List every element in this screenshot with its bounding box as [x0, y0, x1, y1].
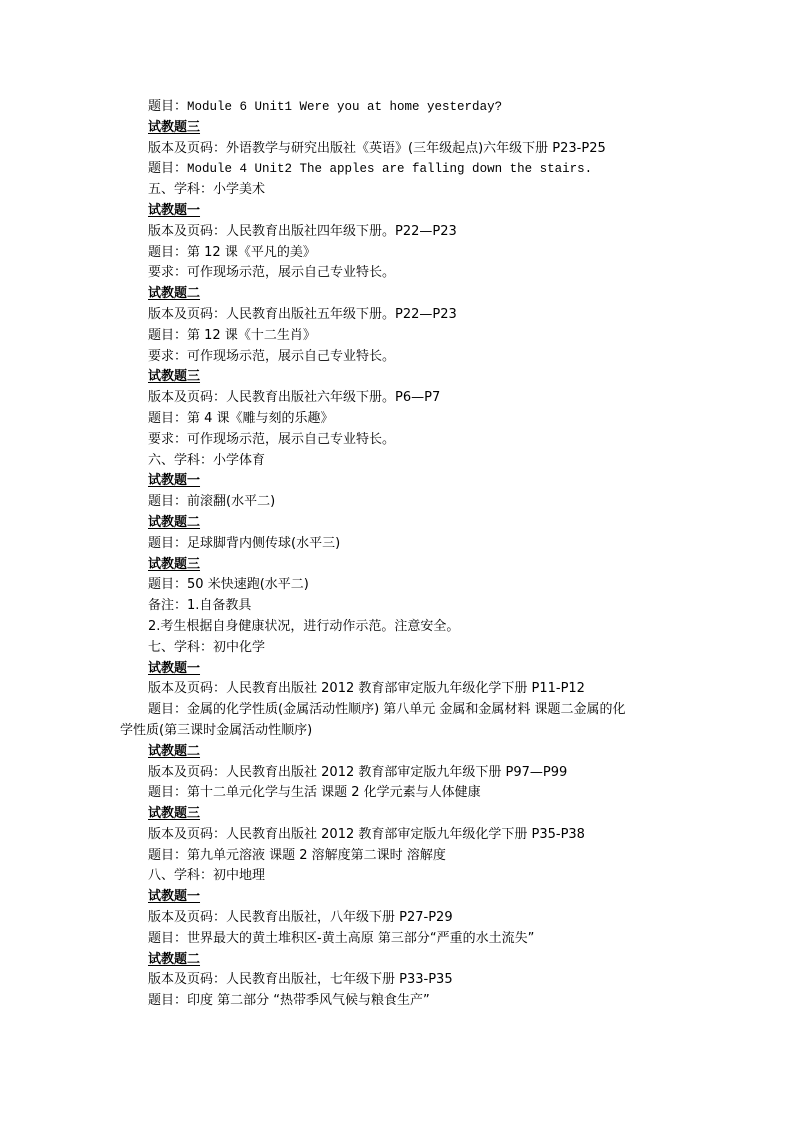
field-line: [0, 243, 794, 264]
question-heading-text: 试教题二: [148, 743, 201, 759]
field-value: 人民教育出版社 2012 教育部审定版九年级下册 P97—P99: [226, 764, 568, 780]
field-line: [0, 825, 794, 846]
line-text: 学性质(第三课时金属活动性顺序): [120, 722, 313, 738]
line-text: 2.考生根据自身健康状况，进行动作示范。注意安全。: [148, 618, 460, 634]
field-value: 可作现场示范，展示自己专业特长。: [187, 431, 396, 447]
field-label: 版本及页码：: [148, 390, 227, 406]
field-line: [0, 222, 794, 243]
field-value: 人民教育出版社 2012 教育部审定版九年级化学下册 P11-P12: [226, 681, 585, 697]
field-value: 可作现场示范，展示自己专业特长。: [187, 348, 396, 364]
wrapped-line: [0, 721, 794, 742]
field-line: [0, 575, 794, 596]
field-value: 第 12 课《十二生肖》: [187, 327, 316, 343]
field-value: 1.自备教具: [187, 598, 252, 614]
field-value: 50 米快速跑(水平二): [187, 577, 309, 593]
field-label: 版本及页码：: [148, 681, 227, 697]
field-label: 题目：: [148, 702, 188, 718]
question-heading-text: 试教题三: [148, 119, 201, 135]
question-heading: [0, 742, 794, 763]
field-label: 题目：: [148, 847, 188, 863]
question-heading: [0, 201, 794, 222]
question-heading-text: 试教题三: [148, 369, 201, 385]
field-value: 人民教育出版社四年级下册。P22—P23: [226, 223, 457, 239]
field-value: 第九单元溶液 课题 2 溶解度第二课时 溶解度: [187, 847, 446, 863]
field-label: 版本及页码：: [148, 764, 227, 780]
question-heading: [0, 284, 794, 305]
field-value: 人民教育出版社六年级下册。P6—P7: [226, 390, 441, 406]
field-value: 外语教学与研究出版社《英语》(三年级起点)六年级下册 P23-P25: [226, 140, 606, 156]
field-line: [0, 430, 794, 451]
field-value: 人民教育出版社，七年级下册 P33-P35: [226, 972, 453, 988]
subject-section-title: [0, 451, 794, 472]
field-line: [0, 534, 794, 555]
field-line: [0, 679, 794, 700]
field-value: 金属的化学性质(金属活动性顺序) 第八单元 金属和金属材料 课题二金属的化: [187, 702, 626, 718]
field-value: 世界最大的黄土堆积区-黄土高原 第三部分“严重的水土流失”: [187, 930, 535, 946]
field-line: [0, 388, 794, 409]
field-label: 版本及页码：: [148, 910, 227, 926]
note-line: [0, 617, 794, 638]
field-line: [0, 763, 794, 784]
field-line: [0, 305, 794, 326]
field-line: [0, 347, 794, 368]
field-value: 第 4 课《雕与刻的乐趣》: [187, 410, 334, 426]
field-line: [0, 492, 794, 513]
field-value: 第十二单元化学与生活 课题 2 化学元素与人体健康: [187, 785, 481, 801]
field-label: 要求：: [148, 431, 188, 447]
field-value: 前滚翻(水平二): [187, 494, 276, 510]
field-value: 人民教育出版社 2012 教育部审定版九年级化学下册 P35-P38: [226, 826, 585, 842]
field-label: 题目：: [148, 99, 188, 114]
field-label: 题目：: [148, 993, 188, 1009]
question-heading: [0, 659, 794, 680]
field-label: 题目：: [148, 410, 188, 426]
field-value: 第 12 课《平凡的美》: [187, 244, 316, 260]
question-heading-text: 试教题一: [148, 660, 201, 676]
field-value: 印度 第二部分 “热带季风气候与粮食生产”: [187, 993, 430, 1009]
field-label: 题目：: [148, 535, 188, 551]
field-line: [0, 991, 794, 1012]
question-heading: [0, 804, 794, 825]
question-heading-text: 试教题二: [148, 286, 201, 302]
question-heading-text: 试教题二: [148, 951, 201, 967]
question-heading-text: 试教题一: [148, 202, 201, 218]
field-line: [0, 700, 794, 721]
question-heading-text: 试教题二: [148, 514, 201, 530]
field-value: 人民教育出版社，八年级下册 P27-P29: [226, 910, 453, 926]
field-label: 题目：: [148, 577, 188, 593]
question-heading: [0, 513, 794, 534]
line-text: 八、学科：初中地理: [148, 868, 266, 884]
field-label: 版本及页码：: [148, 826, 227, 842]
field-label: 题目：: [148, 161, 188, 177]
field-line: [0, 159, 794, 180]
field-line: [0, 139, 794, 160]
field-label: 题目：: [148, 327, 188, 343]
field-line: [0, 846, 794, 867]
field-line: [0, 929, 794, 950]
question-heading-text: 试教题一: [148, 473, 201, 489]
field-label: 版本及页码：: [148, 223, 227, 239]
field-label: 版本及页码：: [148, 972, 227, 988]
subject-section-title: [0, 638, 794, 659]
subject-section-title: [0, 866, 794, 887]
field-label: 版本及页码：: [148, 306, 227, 322]
field-value: 人民教育出版社五年级下册。P22—P23: [226, 306, 457, 322]
line-text: 五、学科：小学美术: [148, 182, 266, 198]
field-label: 题目：: [148, 244, 188, 260]
field-line: [0, 908, 794, 929]
question-heading: [0, 118, 794, 139]
field-label: 版本及页码：: [148, 140, 227, 156]
field-label: 题目：: [148, 785, 188, 801]
field-line: [0, 970, 794, 991]
field-line: [0, 326, 794, 347]
field-label: 题目：: [148, 930, 188, 946]
field-label: 备注：: [148, 598, 188, 614]
field-value: 可作现场示范，展示自己专业特长。: [187, 265, 396, 281]
field-value: 足球脚背内侧传球(水平三): [187, 535, 341, 551]
subject-section-title: [0, 180, 794, 201]
field-line: [0, 783, 794, 804]
field-line: [0, 409, 794, 430]
field-value: Module 4 Unit2 The apples are falling down the stairs.: [187, 162, 593, 177]
question-heading-text: 试教题一: [148, 889, 201, 905]
question-heading: [0, 471, 794, 492]
line-text: 七、学科：初中化学: [148, 639, 266, 655]
field-line: [0, 263, 794, 284]
field-label: 要求：: [148, 348, 188, 364]
question-heading: [0, 555, 794, 576]
field-value: Module 6 Unit1 Were you at home yesterday?: [187, 100, 503, 114]
question-heading: [0, 367, 794, 388]
question-heading-text: 试教题三: [148, 806, 201, 822]
question-heading-text: 试教题三: [148, 556, 201, 572]
field-label: 题目：: [148, 494, 188, 510]
question-heading: [0, 887, 794, 908]
field-line: [0, 596, 794, 617]
document-page: [0, 97, 794, 1012]
field-line: [0, 97, 794, 118]
field-label: 要求：: [148, 265, 188, 281]
question-heading: [0, 950, 794, 971]
line-text: 六、学科：小学体育: [148, 452, 266, 468]
